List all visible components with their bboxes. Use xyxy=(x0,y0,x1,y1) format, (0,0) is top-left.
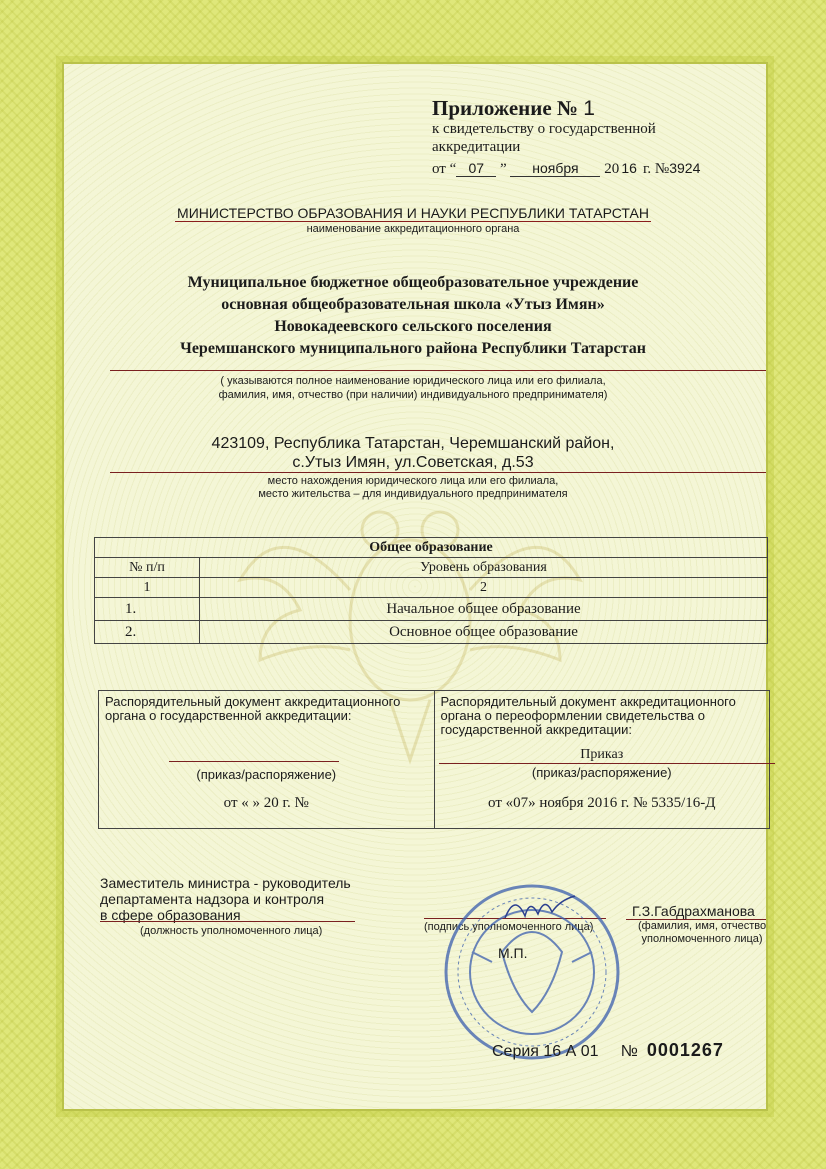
address-caption: место нахождения юридического лица или его филиала, место жительства – для индивидуального предпринимателя xyxy=(258,475,568,500)
appendix-date: от “ 07 ” ноября 20 16 г. №3924 xyxy=(432,160,701,177)
education-table-title: Общее образование xyxy=(95,538,768,558)
right-order-type: Приказ xyxy=(580,747,624,762)
col-index-1: 1 xyxy=(95,578,200,598)
handwritten-signature xyxy=(500,888,580,928)
address-rule xyxy=(110,472,766,473)
certificate-number: 3924 xyxy=(669,160,701,176)
appendix-number: 1 xyxy=(583,97,595,120)
signature-caption: (подпись уполномоченного лица) xyxy=(424,921,594,933)
accreditation-order: Распорядительный документ аккредитационного органа о государственной аккредитации: (приказ/распоряжение) от « » 20 г. № xyxy=(99,691,434,828)
date-month: ноября xyxy=(510,160,600,177)
col-index-2: 2 xyxy=(200,578,768,598)
position-caption: (должность уполномоченного лица) xyxy=(140,925,323,937)
right-order-caption: (приказ/распоряжение) xyxy=(531,765,672,780)
table-row: 1. Начальное общее образование xyxy=(95,598,768,621)
ministry-block xyxy=(100,205,726,235)
address: 423109, Республика Татарстан, Черемшанский район, с.Утыз Имян, ул.Советская, д.53 xyxy=(211,435,615,471)
form-number: 0001267 xyxy=(646,1040,724,1060)
stamp-place-label: М.П. xyxy=(498,945,528,961)
signer-name: Г.З.Габдрахманова xyxy=(632,903,755,919)
right-order-number: от «07» ноября 2016 г. № 5335/16-Д xyxy=(488,795,716,811)
education-table xyxy=(94,537,768,644)
appendix-subtitle: к свидетельству о государственной аккредитации xyxy=(432,121,656,155)
col-header-number: № п/п xyxy=(95,558,200,578)
col-header-level: Уровень образования xyxy=(200,558,768,578)
appendix-title: Приложение № 1 xyxy=(432,96,595,120)
ministry-caption: наименование аккредитационного органа xyxy=(306,223,520,235)
date-year: 16 xyxy=(621,160,637,176)
signatory-position: Заместитель министра - руководитель департамента надзора и контроля в сфере образования (должность уполномоченного лица) xyxy=(100,875,351,937)
date-day: 07 xyxy=(456,160,496,177)
ministry-name: МИНИСТЕРСТВО ОБРАЗОВАНИЯ И НАУКИ РЕСПУБЛИКИ ТАТАРСТАН xyxy=(177,205,649,221)
left-order-number: от « » 20 г. № xyxy=(223,795,309,811)
position-rule xyxy=(100,921,355,922)
signer-caption: (фамилия, имя, отчество уполномоченного лица) xyxy=(638,920,767,945)
organization-name: Муниципальное бюджетное общеобразовательное учреждение основная общеобразовательная школа «Утыз Имян» Новокадеевского сельского поселения Черемшанского муниципального района Республики Татарстан xyxy=(180,274,646,357)
organization-caption: ( указываются полное наименование юридического лица или его филиала, фамилия, имя, отчество (при наличии) индивидуального предпринимателя) xyxy=(218,375,608,401)
order-documents xyxy=(98,690,770,829)
left-order-caption: (приказ/распоряжение) xyxy=(196,767,337,782)
table-row: 2. Основное общее образование xyxy=(95,621,768,644)
series-label: Серия 16 А 01 xyxy=(492,1043,599,1060)
organization-rule xyxy=(110,370,766,371)
reissue-order: Распорядительный документ аккредитационного органа о переоформлении свидетельства о государственной аккредитации: Приказ (приказ/распоряжение) от «07» ноября 2016 г. № 5335/16-Д xyxy=(434,691,770,828)
form-series-number: Серия 16 А 01 № 0001267 xyxy=(492,1040,724,1060)
